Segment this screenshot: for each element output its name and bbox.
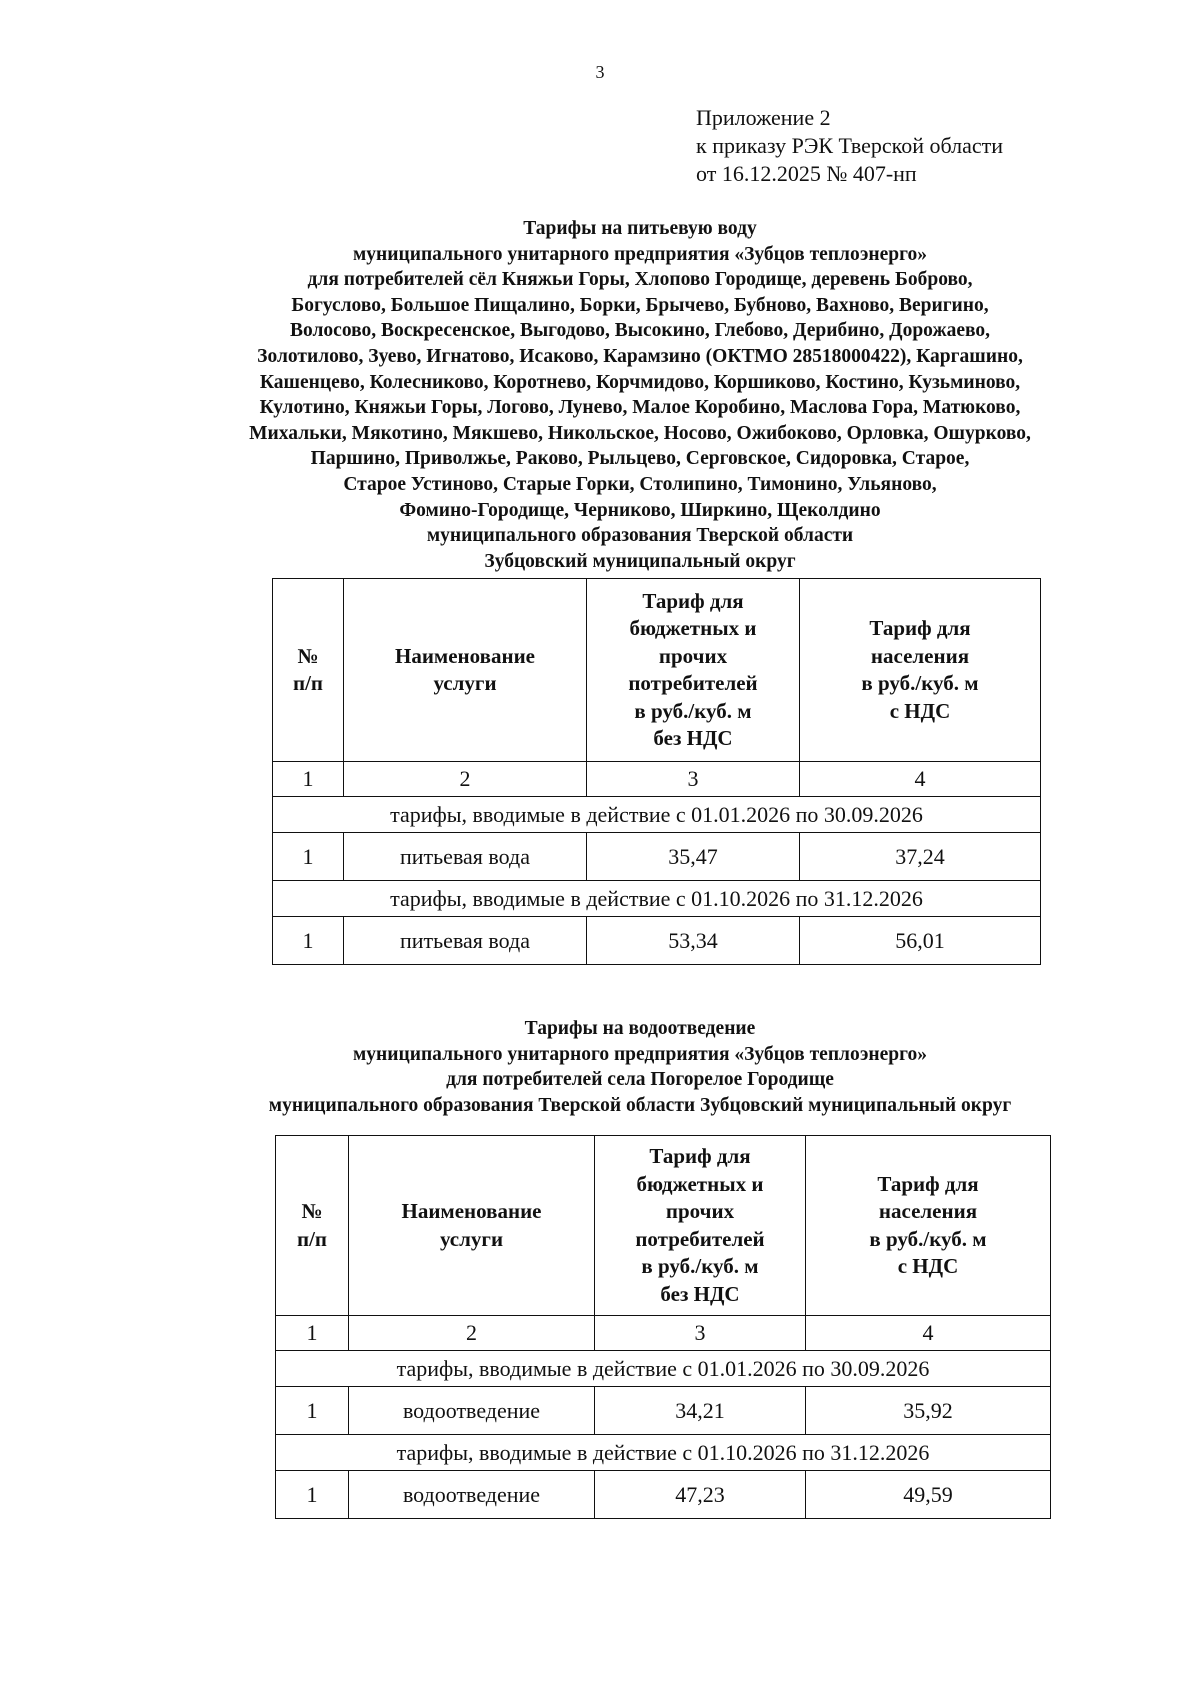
header-text: п/п: [296, 1226, 328, 1251]
heading-line: Старое Устиново, Старые Горки, Столипино, Тимонино, Ульяново,: [343, 473, 937, 495]
row-budget-tariff: 35,47: [587, 833, 800, 881]
table-row: [276, 1471, 1051, 1519]
header-text: №: [297, 643, 319, 668]
column-number: 2: [344, 762, 587, 797]
header-text: населения: [870, 643, 970, 668]
header-text: услуги: [433, 671, 497, 695]
header-text: с НДС: [889, 698, 951, 723]
column-number: 3: [587, 762, 800, 797]
period-label: тарифы, вводимые в действие с 01.01.2026 по 30.09.2026: [276, 1351, 1051, 1387]
header-text: Тариф для: [877, 1171, 979, 1196]
section2-heading: [150, 1016, 1130, 1118]
row-service: питьевая вода: [344, 833, 587, 881]
heading-line: муниципального унитарного предприятия «Зубцов теплоэнерго»: [352, 1043, 928, 1065]
header-num: [276, 1136, 349, 1316]
heading-line: муниципального образования Тверской области Зубцовский муниципальный округ: [268, 1094, 1012, 1116]
row-num: 1: [273, 917, 344, 965]
header-text: населения: [878, 1199, 978, 1223]
column-number: 2: [349, 1316, 595, 1351]
table-row: [276, 1387, 1051, 1435]
header-service-name: [344, 579, 587, 762]
row-population-tariff: 49,59: [806, 1471, 1051, 1519]
header-text: без НДС: [653, 726, 733, 750]
column-number: 3: [595, 1316, 806, 1351]
column-number: 4: [806, 1316, 1051, 1351]
header-population-tariff: [800, 579, 1041, 762]
row-population-tariff: 56,01: [800, 917, 1041, 965]
header-text: Тариф для: [642, 588, 744, 613]
header-text: в руб./куб. м: [869, 1226, 987, 1251]
header-text: в руб./куб. м: [861, 671, 979, 695]
header-text: в руб./куб. м: [641, 1254, 759, 1278]
appendix-block: [696, 104, 1003, 188]
row-service: водоотведение: [349, 1471, 595, 1519]
appendix-line: от 16.12.2025 № 407-нп: [696, 161, 917, 186]
period-label: тарифы, вводимые в действие с 01.10.2026 по 31.12.2026: [276, 1435, 1051, 1471]
heading-line: Михальки, Мякотино, Мякшево, Никольское, Носово, Ожибоково, Орловка, Ошурково,: [249, 422, 1031, 444]
page-number: 3: [595, 62, 605, 82]
column-number: 4: [800, 762, 1041, 797]
header-population-tariff: [806, 1136, 1051, 1316]
header-text: бюджетных и: [629, 616, 757, 640]
header-text: Наименование: [395, 643, 535, 668]
heading-line: Зубцовский муниципальный округ: [484, 550, 796, 572]
header-service-name: [349, 1136, 595, 1316]
row-budget-tariff: 34,21: [595, 1387, 806, 1435]
heading-line: Тарифы на питьевую воду: [523, 218, 757, 239]
header-text: с НДС: [897, 1254, 959, 1278]
column-number: 1: [276, 1316, 349, 1351]
heading-line: Тарифы на водоотведение: [524, 1018, 756, 1039]
header-text: в руб./куб. м: [634, 698, 752, 723]
heading-line: Паршино, Приволжье, Раково, Рыльцево, Серговское, Сидоровка, Старое,: [310, 448, 970, 470]
row-num: 1: [273, 833, 344, 881]
period-row: [276, 1351, 1051, 1387]
appendix-line: к приказу РЭК Тверской области: [696, 133, 1004, 158]
header-text: Тариф для: [649, 1144, 751, 1168]
period-row: [273, 881, 1041, 917]
heading-line: Золотилово, Зуево, Игнатово, Исаково, Карамзино (ОКТМО 28518000422), Каргашино,: [257, 345, 1023, 367]
heading-line: муниципального унитарного предприятия «Зубцов теплоэнерго»: [352, 243, 928, 265]
table-header-row: [273, 579, 1041, 762]
wastewater-tariff-table: [275, 1135, 1051, 1519]
header-text: прочих: [658, 643, 728, 668]
header-num: [273, 579, 344, 762]
header-text: Наименование: [401, 1199, 542, 1223]
table-header-row: [276, 1136, 1051, 1316]
column-number: 1: [273, 762, 344, 797]
header-budget-tariff: [587, 579, 800, 762]
header-text: №: [301, 1199, 323, 1223]
header-text: п/п: [292, 671, 324, 695]
header-text: без НДС: [660, 1281, 740, 1306]
period-row: [273, 797, 1041, 833]
row-population-tariff: 37,24: [800, 833, 1041, 881]
row-budget-tariff: 47,23: [595, 1471, 806, 1519]
heading-line: Кулотино, Княжьи Горы, Логово, Лунево, Малое Коробино, Маслова Гора, Матюково,: [259, 397, 1021, 419]
column-number-row: [276, 1316, 1051, 1351]
heading-line: Кашенцево, Колесниково, Коротнево, Корчмидово, Коршиково, Костино, Кузьминово,: [259, 371, 1021, 393]
appendix-line: Приложение 2: [696, 105, 831, 130]
header-text: бюджетных и: [636, 1171, 764, 1196]
heading-line: муниципального образования Тверской области: [426, 525, 854, 547]
header-text: прочих: [665, 1199, 735, 1223]
column-number-row: [273, 762, 1041, 797]
header-text: потребителей: [635, 1226, 765, 1251]
table-row: [273, 833, 1041, 881]
row-num: 1: [276, 1387, 349, 1435]
heading-line: для потребителей села Погорелое Городище: [446, 1069, 834, 1091]
drinking-water-tariff-table: [272, 578, 1041, 965]
row-service: питьевая вода: [344, 917, 587, 965]
header-text: потребителей: [628, 671, 758, 695]
heading-line: Богуслово, Большое Пищалино, Борки, Брычево, Бубново, Вахново, Веригино,: [291, 294, 989, 316]
row-budget-tariff: 53,34: [587, 917, 800, 965]
row-service: водоотведение: [349, 1387, 595, 1435]
period-label: тарифы, вводимые в действие с 01.01.2026 по 30.09.2026: [273, 797, 1041, 833]
heading-line: Волосово, Воскресенское, Выгодово, Высокино, Глебово, Дерибино, Дорожаево,: [289, 320, 991, 342]
table-row: [273, 917, 1041, 965]
row-num: 1: [276, 1471, 349, 1519]
period-row: [276, 1435, 1051, 1471]
header-budget-tariff: [595, 1136, 806, 1316]
heading-line: Фомино-Городище, Черниково, Ширкино, Щеколдино: [399, 499, 881, 521]
header-text: услуги: [439, 1226, 504, 1251]
period-label: тарифы, вводимые в действие с 01.10.2026 по 31.12.2026: [273, 881, 1041, 917]
header-text: Тариф для: [869, 616, 971, 640]
row-population-tariff: 35,92: [806, 1387, 1051, 1435]
heading-line: для потребителей сёл Княжьи Горы, Хлопово Городище, деревень Боброво,: [307, 269, 973, 291]
section1-heading: [190, 216, 1090, 574]
